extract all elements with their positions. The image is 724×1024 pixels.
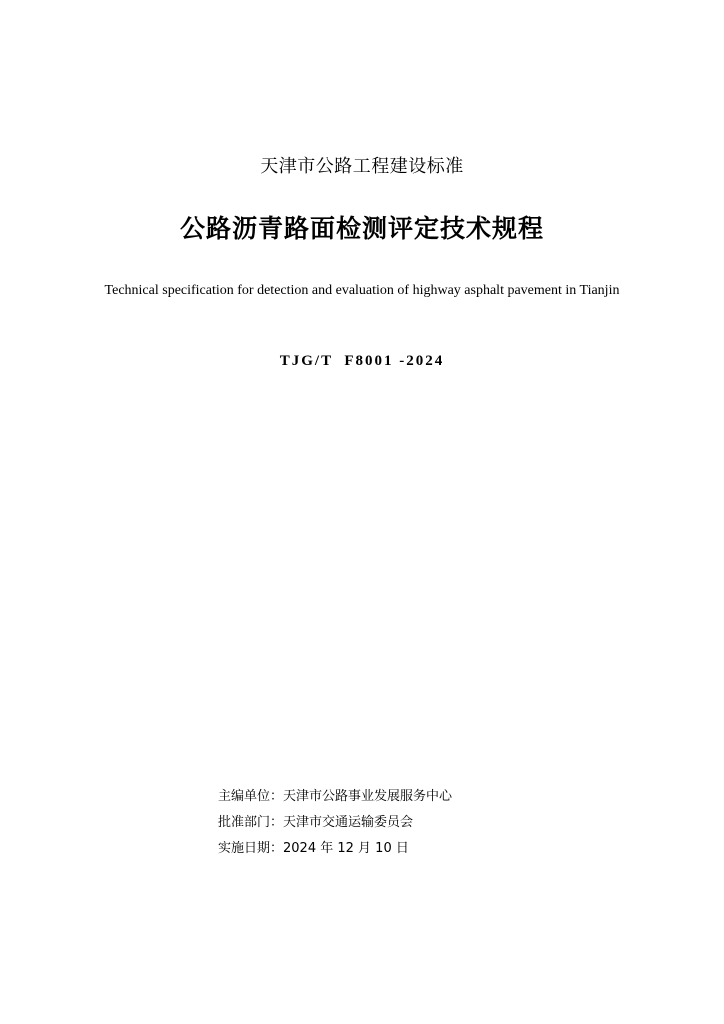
info-label: 主编单位： [218,789,284,804]
info-row-approver [218,812,678,838]
info-label: 批准部门： [218,815,284,830]
effective-date: 2024 年 12 月 10 日 [283,841,409,856]
editor-organization: 天津市公路事业发展服务中心 [283,789,453,804]
standard-code: TJG/T F8001 -2024 [279,353,445,369]
publication-info [218,786,678,864]
info-row-editor [218,786,678,812]
english-title: Technical specification for detection and evaluation of highway asphalt pavement in Tianjin [104,283,620,298]
document-title: 公路沥青路面检测评定技术规程 [179,214,544,243]
info-label: 实施日期： [218,841,284,856]
info-row-effective-date [218,838,678,864]
approving-department: 天津市交通运输委员会 [283,815,414,830]
series-title: 天津市公路工程建设标准 [260,156,464,177]
